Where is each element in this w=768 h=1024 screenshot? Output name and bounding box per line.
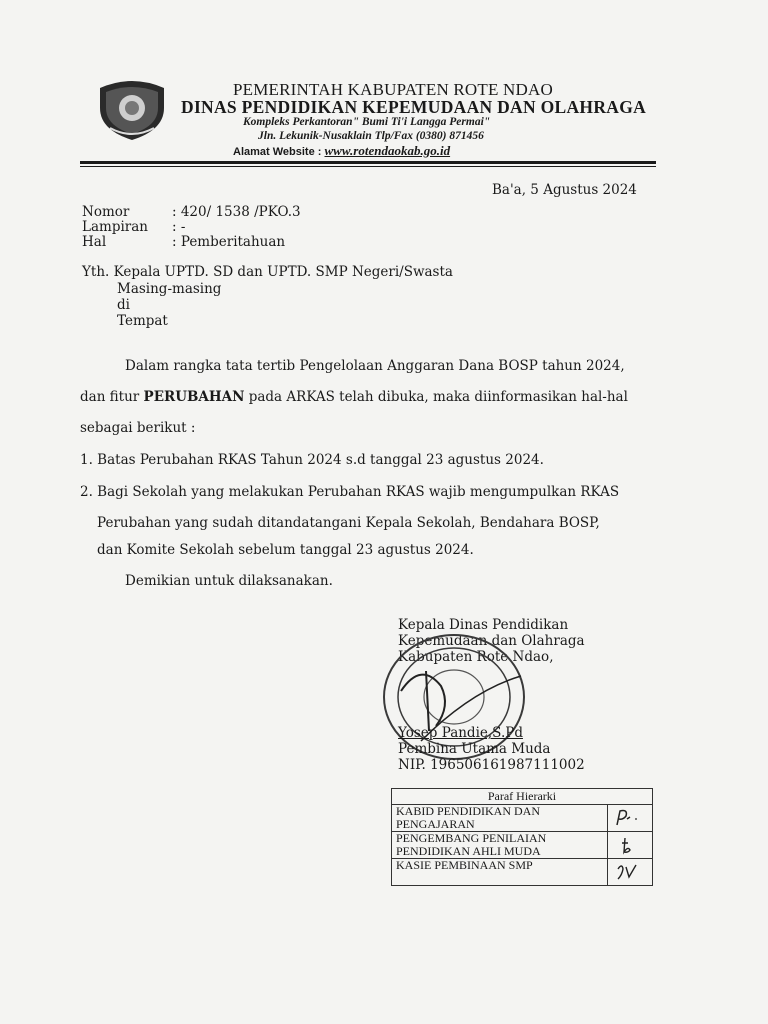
hal-label: Hal	[82, 234, 107, 250]
letterhead-divider-thick	[80, 161, 656, 164]
signatory-nip: NIP. 196506161987111002	[398, 757, 585, 773]
signatory-title1: Kepala Dinas Pendidikan	[398, 617, 569, 633]
list-item-2-line1: 2. Bagi Sekolah yang melakukan Perubahan RKAS wajib mengumpulkan RKAS	[80, 484, 620, 500]
table-row	[392, 832, 653, 859]
paragraph-line1: Dalam rangka tata tertib Pengelolaan Anggaran Dana BOSP tahun 2024,	[125, 358, 625, 374]
list-item-1: 1. Batas Perubahan RKAS Tahun 2024 s.d tanggal 23 agustus 2024.	[80, 452, 544, 468]
nomor-value: : 420/ 1538 /PKO.3	[172, 204, 301, 220]
letterhead-agency: DINAS PENDIDIKAN KEPEMUDAAN DAN OLAHRAGA	[181, 97, 647, 117]
paraf-initial-cell	[607, 859, 652, 886]
letterhead-government: PEMERINTAH KABUPATEN ROTE NDAO	[233, 80, 553, 99]
recipient-line2: Masing-masing	[117, 281, 222, 297]
recipient-line1: Yth. Kepala UPTD. SD dan UPTD. SMP Negeri/Swasta	[82, 264, 453, 280]
initial-mark	[614, 834, 640, 856]
letterhead-complex: Kompleks Perkantoran" Bumi Ti'i Langga Permai"	[243, 116, 491, 128]
paraf-position-line2: PENDIDIKAN AHLI MUDA	[396, 844, 541, 858]
list-item-2-line3: dan Komite Sekolah sebelum tanggal 23 agustus 2024.	[97, 542, 474, 558]
paraf-position-line1: PENGEMBANG PENILAIAN	[396, 831, 547, 845]
letterhead-website	[233, 143, 450, 159]
lampiran-label: Lampiran	[82, 219, 148, 235]
table-row	[392, 805, 653, 832]
letterhead-divider-thin	[80, 166, 656, 167]
paraf-position	[392, 805, 608, 832]
closing-line: Demikian untuk dilaksanakan.	[125, 573, 333, 589]
paragraph-line2	[80, 389, 628, 405]
regency-logo	[96, 78, 168, 142]
hal-value: : Pemberitahuan	[172, 234, 286, 250]
paraf-position	[392, 859, 608, 886]
paraf-table	[391, 788, 653, 886]
table-row	[392, 859, 653, 886]
paraf-position-line1: KABID PENDIDIKAN DAN	[396, 804, 540, 818]
signatory-name: Yosep Pandie,S.Pd	[398, 725, 523, 741]
paraf-header: Paraf Hierarki	[392, 789, 653, 805]
perubahan-emphasis: PERUBAHAN	[143, 389, 245, 405]
website-link[interactable]: www.rotendaokab.go.id	[324, 143, 451, 158]
signatory-title2: Kepemudaan dan Olahraga	[398, 633, 585, 649]
paraf-position-line2: PENGAJARAN	[396, 817, 475, 831]
paraf-initial-cell	[607, 832, 652, 859]
nomor-label: Nomor	[82, 204, 130, 220]
letter-date: Ba'a, 5 Agustus 2024	[492, 182, 637, 198]
signatory-rank: Pembina Utama Muda	[398, 741, 551, 757]
recipient-line3: di	[117, 297, 130, 313]
paraf-position	[392, 832, 608, 859]
paraf-header-row	[392, 789, 653, 805]
paraf-position-line1: KASIE PEMBINAAN SMP	[396, 858, 533, 872]
lampiran-value: : -	[172, 219, 186, 235]
paragraph-line3: sebagai berikut :	[80, 420, 196, 436]
letterhead-address: Jln. Lekunik-Nusaklain Tlp/Fax (0380) 871456	[258, 130, 484, 142]
signatory-title3: Kabupaten Rote Ndao,	[398, 649, 554, 665]
initial-mark	[614, 861, 640, 883]
paraf-initial-cell	[607, 805, 652, 832]
website-label: Alamat Website :	[233, 146, 322, 158]
list-item-2-line2: Perubahan yang sudah ditandatangani Kepala Sekolah, Bendahara BOSP,	[97, 515, 600, 531]
paragraph-line2-pre: dan fitur	[80, 389, 144, 405]
initial-mark	[614, 807, 640, 829]
recipient-line4: Tempat	[117, 313, 168, 329]
paragraph-line2-post: pada ARKAS telah dibuka, maka diinformasikan hal-hal	[244, 389, 628, 405]
